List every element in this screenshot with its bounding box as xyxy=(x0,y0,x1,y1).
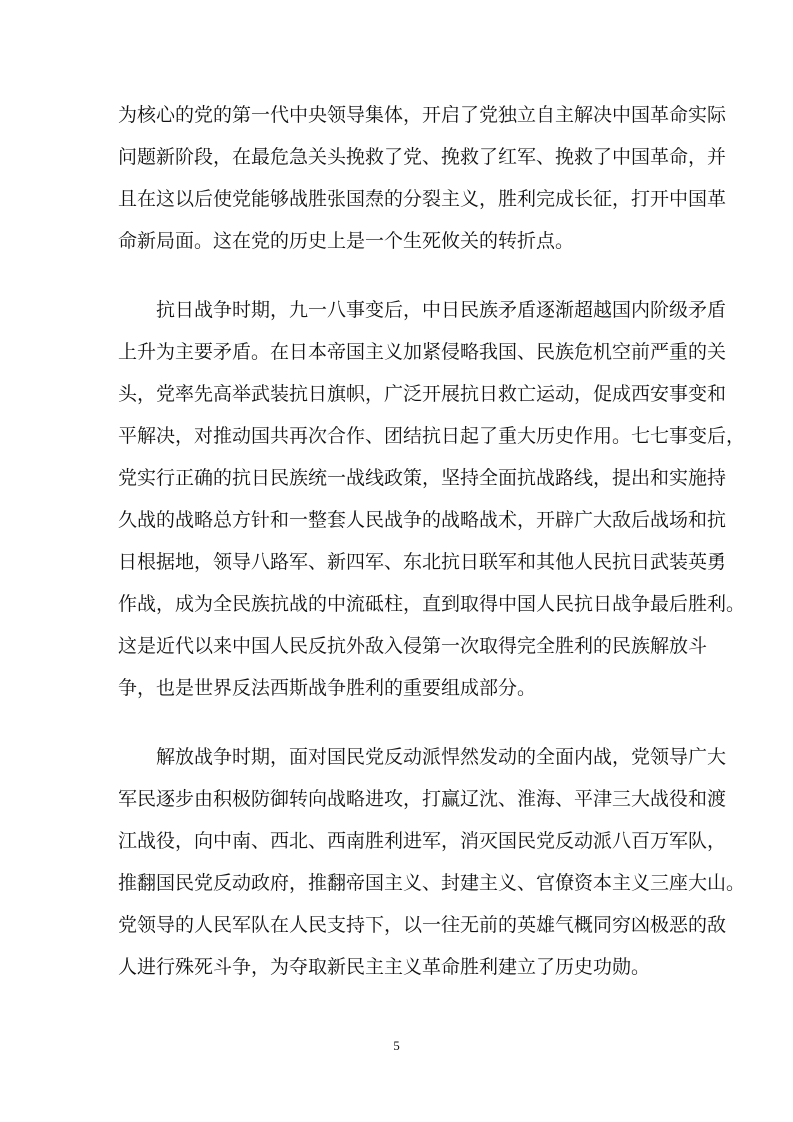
paragraph-2-line-10: 争，也是世界反法西斯战争胜利的重要组成部分。 xyxy=(118,677,537,699)
paragraph-1-line-1: 为核心的党的第一代中央领导集体，开启了党独立自主解决中国革命实际 xyxy=(118,104,727,126)
paragraph-2-line-8: 作战，成为全民族抗战的中流砥柱，直到取得中国人民抗日战争最后胜利。 xyxy=(118,593,746,615)
paragraph-2-line-7: 日根据地，领导八路军、新四军、东北抗日联军和其他人民抗日武装英勇 xyxy=(118,551,727,573)
paragraph-1-line-4: 命新局面。这在党的历史上是一个生死攸关的转折点。 xyxy=(118,230,575,252)
paragraph-2-line-3: 头，党率先高举武装抗日旗帜，广泛开展抗日救亡运动，促成西安事变和 xyxy=(118,383,727,405)
paragraph-3-line-1: 解放战争时期，面对国民党反动派悍然发动的全面内战，党领导广大 xyxy=(156,746,727,768)
paragraph-2-line-2: 上升为主要矛盾。在日本帝国主义加紧侵略我国、民族危机空前严重的关 xyxy=(118,341,727,363)
paragraph-2-line-1: 抗日战争时期，九一八事变后，中日民族矛盾逐渐超越国内阶级矛盾 xyxy=(156,299,727,321)
paragraph-3-line-4: 推翻国民党反动政府，推翻帝国主义、封建主义、官僚资本主义三座大山。 xyxy=(118,872,746,894)
paragraph-3-line-2: 军民逐步由积极防御转向战略进攻，打赢辽沈、淮海、平津三大战役和渡 xyxy=(118,788,727,810)
paragraph-2-line-4: 平解决，对推动国共再次合作、团结抗日起了重大历史作用。七七事变后， xyxy=(118,425,746,447)
paragraph-1-line-3: 且在这以后使党能够战胜张国焘的分裂主义，胜利完成长征，打开中国革 xyxy=(118,188,727,210)
paragraph-2-line-6: 久战的战略总方针和一整套人民战争的战略战术，开辟广大敌后战场和抗 xyxy=(118,509,727,531)
paragraph-1-line-2: 问题新阶段，在最危急关头挽救了党、挽救了红军、挽救了中国革命，并 xyxy=(118,146,727,168)
paragraph-2-line-5: 党实行正确的抗日民族统一战线政策，坚持全面抗战路线，提出和实施持 xyxy=(118,467,727,489)
paragraph-3-line-6: 人进行殊死斗争，为夺取新民主主义革命胜利建立了历史功勋。 xyxy=(118,956,651,978)
paragraph-3-line-3: 江战役，向中南、西北、西南胜利进军，消灭国民党反动派八百万军队， xyxy=(118,830,727,852)
paragraph-3-line-5: 党领导的人民军队在人民支持下，以一往无前的英雄气概同穷凶极恶的敌 xyxy=(118,914,727,936)
page-number: 5 xyxy=(393,1038,400,1053)
paragraph-2-line-9: 这是近代以来中国人民反抗外敌入侵第一次取得完全胜利的民族解放斗 xyxy=(118,635,708,657)
